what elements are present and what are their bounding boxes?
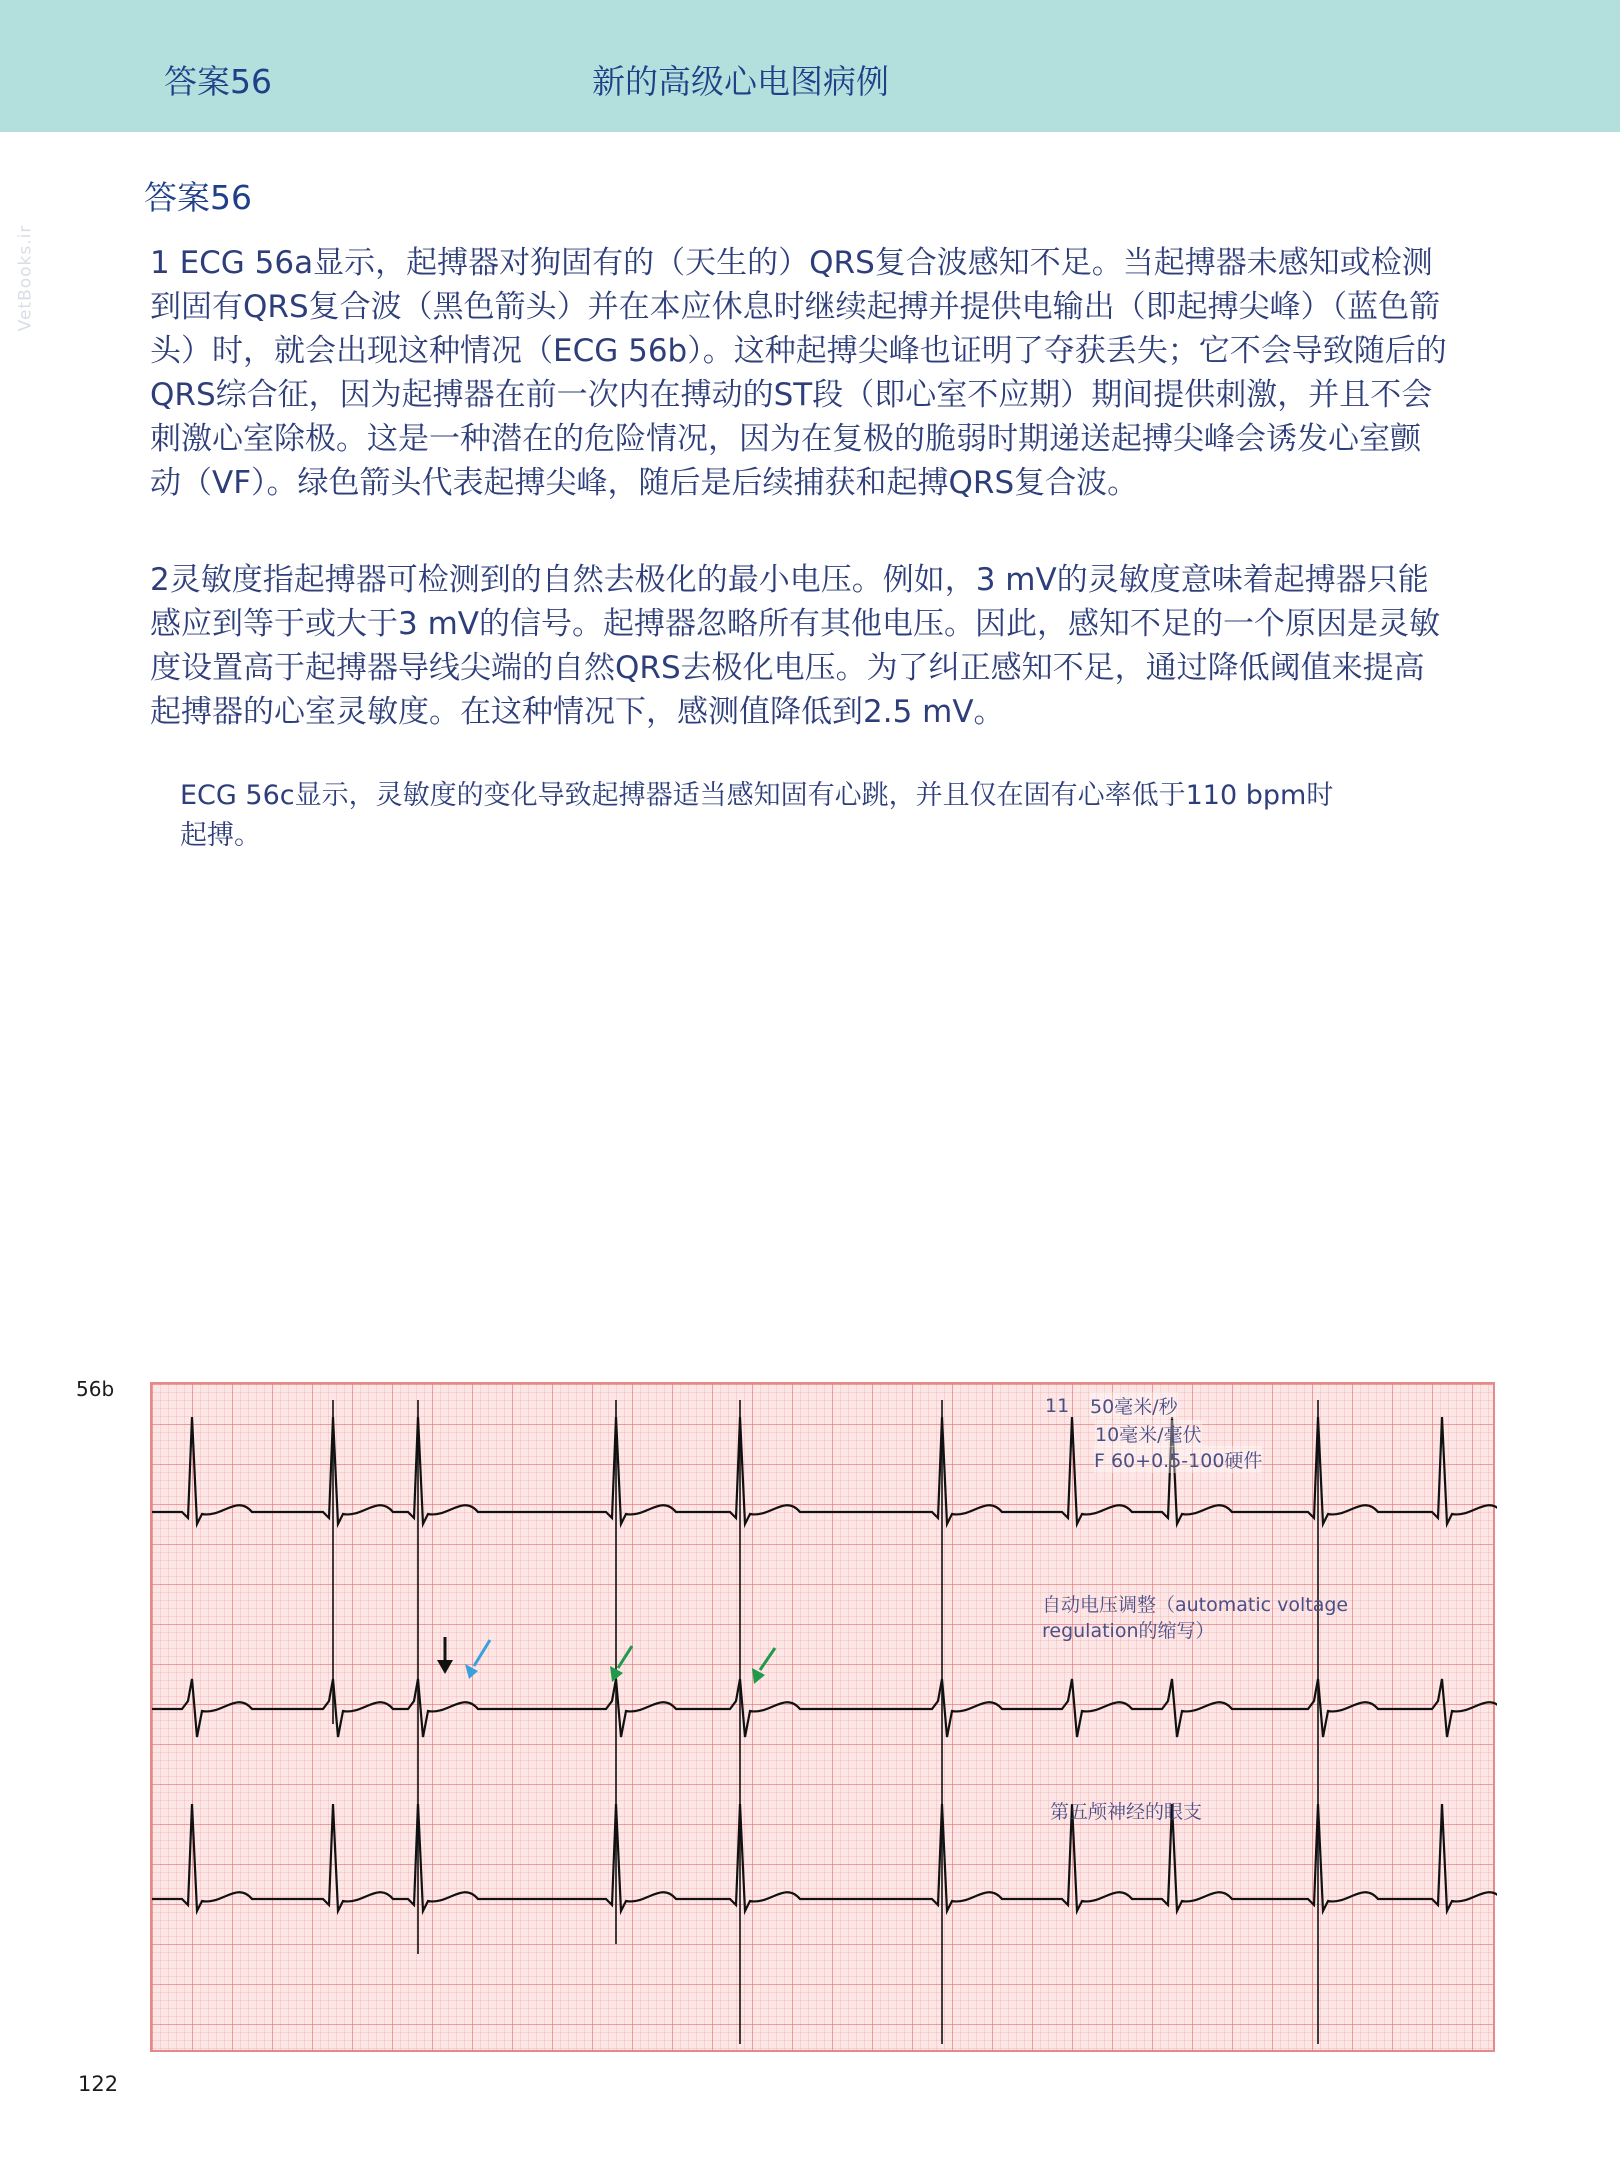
filter-setting: F 60+0.5-100硬件 xyxy=(1094,1446,1262,1473)
gain-setting: 10毫米/毫伏 xyxy=(1095,1420,1202,1447)
green-arrow-icon xyxy=(610,1646,632,1682)
paragraph-2: 2灵敏度指起搏器可检测到的自然去极化的最小电压。例如，3 mV的灵敏度意味着起搏器只能感应到等于或大于3 mV的信号。起搏器忽略所有其他电压。因此，感知不足的一个原因是灵敏度设置高于起搏器导线尖端的自然QRS去极化电压。为了纠正感知不足，通过降低阈值来提高起搏器的心室灵敏度。在这种情况下，感测值降低到2.5 mV。 xyxy=(150,562,1440,730)
paragraph-1: 1 ECG 56a显示，起搏器对狗固有的（天生的）QRS复合波感知不足。当起搏器未感知或检测到固有QRS复合波（黑色箭头）并在本应休息时继续起搏并提供电输出（即起搏尖峰）（蓝色箭头）时，就会出现这种情况（ECG 56b）。这种起搏尖峰也证明了夺获丢失；它不会导致随后的QRS综合征，因为起搏器在前一次内在搏动的ST段（即心室不应期）期间提供刺激，并且不会刺激心室除极。这是一种潜在的危险情况，因为在复极的脆弱时期递送起搏尖峰会诱发心室颤动（VF）。绿色箭头代表起搏尖峰，随后是后续捕获和起搏QRS复合波。 xyxy=(150,245,1447,501)
lead-annotation: 第五颅神经的眼支 xyxy=(1050,1801,1203,1823)
header-answer-title: 答案56 xyxy=(164,62,272,101)
ecg-traces xyxy=(152,1384,1497,2054)
paragraph-3: ECG 56c显示，灵敏度的变化导致起搏器适当感知固有心跳，并且仅在固有心率低于110 bpm时起搏。 xyxy=(180,780,1334,851)
avr-annotation: 自动电压调整（automatic voltage regulation的缩写） xyxy=(1042,1594,1349,1642)
figure-label: 56b xyxy=(76,1377,115,1401)
paper-speed: 50毫米/秒 xyxy=(1090,1392,1178,1419)
ecg-trace-lead-3 xyxy=(152,1804,1497,1911)
header-book-title: 新的高级心电图病例 xyxy=(592,62,889,101)
ecg-trace-lead-1 xyxy=(152,1417,1497,1524)
ecg-trace-lead-2 xyxy=(152,1679,1497,1737)
pacing-spikes xyxy=(333,1400,1318,2044)
page-header xyxy=(0,0,1620,132)
section-title: 答案56 xyxy=(144,178,252,217)
watermark: VetBooks.ir xyxy=(15,224,36,332)
green-arrow-icon xyxy=(752,1648,775,1684)
blue-arrow-icon xyxy=(465,1640,490,1679)
ecg-strip xyxy=(150,1382,1495,2052)
page-number: 122 xyxy=(78,2072,119,2096)
black-arrow-icon xyxy=(437,1637,453,1674)
lead-number: 11 xyxy=(1045,1395,1070,1417)
